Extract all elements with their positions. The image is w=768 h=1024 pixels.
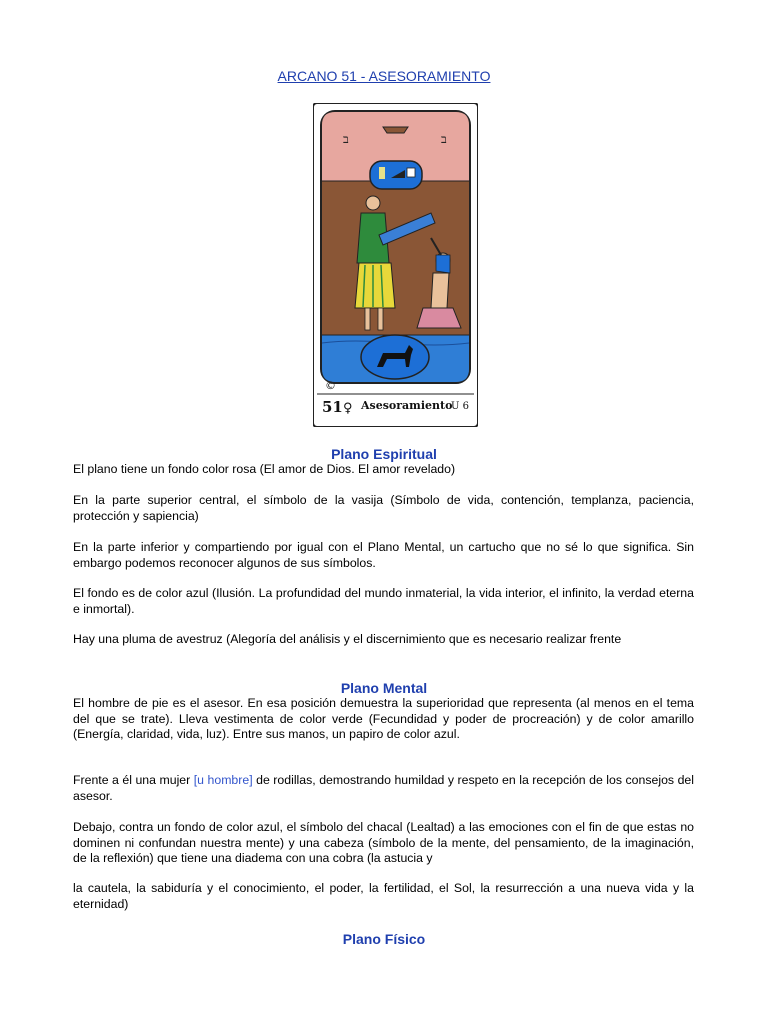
paragraph: En la parte superior central, el símbolo de la vasija (Símbolo de vida, contención, templanza, paciencia, protección y sapiencia) [73, 493, 694, 523]
svg-text:ב: ב [441, 132, 447, 146]
paragraph: Debajo, contra un fondo de color azul, el símbolo del chacal (Lealtad) a las emociones con el fin de que estas no dominen ni confundan nuestra mente) y una cabeza (símbolo de la mente, del pensamiento, de la imaginación, de la reflexión) que tiene una diadema con una cobra (la astucia y [73, 820, 694, 865]
page-title[interactable]: ARCANO 51 - ASESORAMIENTO [277, 68, 491, 84]
svg-text:ב: ב [343, 132, 349, 146]
text-span: Frente a él una mujer [73, 773, 194, 787]
paragraph [73, 773, 694, 804]
svg-text:©: © [325, 379, 336, 392]
paragraph: Hay una pluma de avestruz (Alegoría del análisis y el discernimiento que es necesario realizar frente [73, 632, 622, 646]
paragraph: El hombre de pie es el asesor. En esa posición demuestra la superioridad que representa (al menos en el tema del que se trate). Lleva vestimenta de color verde (Fecundidad y poder de procreación) y de color amarillo (Energía, claridad, vida, luz). Entre sus manos, un papiro de color azul. [73, 696, 694, 741]
text-span: de rodillas, demostrando humildad y respeto en la recepción de los consejos del asesor. [73, 773, 694, 803]
u-hombre-link[interactable]: [u hombre] [193, 773, 253, 787]
paragraph: El fondo es de color azul (Ilusión. La profundidad del mundo inmaterial, la vida interior, el infinito, la verdad eterna e inmortal). [73, 586, 694, 616]
heading-plano-mental: Plano Mental [340, 680, 428, 696]
heading-plano-fisico: Plano Físico [342, 931, 426, 947]
vessel-icon [383, 127, 408, 133]
paragraph: El plano tiene un fondo color rosa (El amor de Dios. El amor revelado) [73, 462, 456, 476]
svg-text:♀: ♀ [343, 401, 353, 416]
heading-plano-espiritual: Plano Espiritual [331, 446, 437, 462]
card-number: 51 [322, 398, 343, 416]
paragraph: En la parte inferior y compartiendo por igual con el Plano Mental, un cartucho que no sé lo que significa. Sin embargo podemos reconocer algunos de sus símbolos. [73, 540, 694, 570]
paragraph: la cautela, la sabiduría y el conocimiento, el poder, la fertilidad, el Sol, la resurrección a una nueva vida y la eternidad) [73, 881, 694, 911]
card-name: Asesoramiento [361, 399, 453, 412]
tarot-card-image [313, 103, 478, 427]
card-code: U 6 [451, 401, 469, 412]
